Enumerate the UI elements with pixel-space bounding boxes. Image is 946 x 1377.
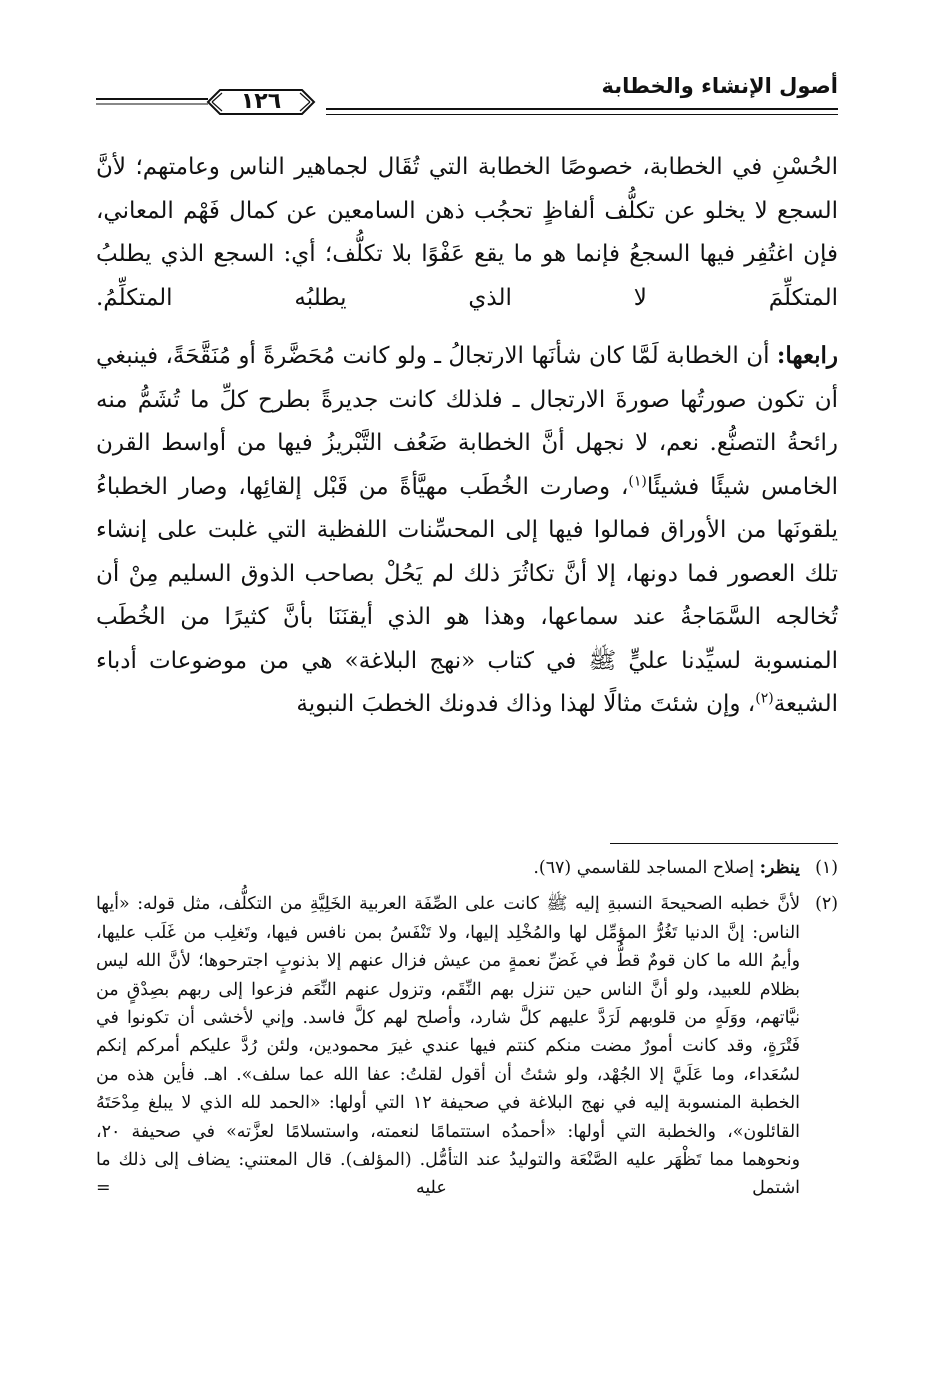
header-double-rule	[326, 108, 838, 115]
footnote-1-lead: ينظر:	[759, 858, 800, 878]
main-text	[96, 146, 838, 727]
footnote-1	[96, 854, 838, 882]
footnote-1-body: إصلاح المساجد للقاسمي (٦٧).	[533, 858, 760, 878]
page-number: ١٢٦	[240, 89, 282, 114]
footnote-separator	[610, 843, 838, 844]
page-header	[96, 72, 838, 126]
running-title: أصول الإنشاء والخطابة	[601, 74, 838, 98]
footnote-ref-2[interactable]: (٢)	[755, 690, 774, 707]
footnotes	[96, 854, 838, 1211]
paragraph-2	[96, 334, 838, 727]
footnote-2	[96, 890, 838, 1202]
paragraph-2-part-a: أن الخطابة لَمَّا كان شأنَها الارتجالُ ـ ولو كانت مُحَضَّرةً أو مُنَقَّحَةً، فينبغي أن تكون صورتُها صورةَ الارتجال ـ فلذلك كانت جديرةً بطرح كلِّ ما تُشَمُّ منه رائحةُ التصنُّع. نعم، لا نجهل أنَّ الخطابة ضَعُف التَّبْريزُ فيها من أواسط القرن الخامس شيئًا فشيئًا	[96, 343, 838, 500]
footnote-1-number: (١)	[815, 858, 838, 878]
page-number-ornament	[96, 86, 326, 118]
paragraph-2-part-b: ، وصارت الخُطَب مهيَّأةً من قَبْل إلقائِها، وصار الخطباءُ يلقونَها من الأوراق فمالوا فيها إلى المحسِّنات اللفظية التي غلبت على إنشاء تلك العصور فما دونها، إلا أنَّ تكاثُرَ ذلك لم يَحُلْ بصاحب الذوق السليم مِنْ أن تُخالجه السَّمَاجةُ عند سماعها، وهذا هو الذي أيقنَنَا بأنَّ كثيرًا من الخُطَب المنسوبة لسيِّدنا عليٍّ ﷺ في كتاب «نهج البلاغة» هي من موضوعات أدباء الشيعة	[96, 473, 838, 717]
footnote-ref-1[interactable]: (١)	[628, 472, 647, 489]
paragraph-1: الحُسْنِ في الخطابة، خصوصًا الخطابة التي تُقَال لجماهير الناس وعامتهم؛ لأنَّ السجع لا يخلو عن تكلُّف ألفاظٍ تحجُب ذهن السامعين عن كمال فَهْم المعاني، فإن اغتُفِر فيها السجعُ فإنما هو ما يقع عَفْوًا بلا تكلُّف؛ أي: السجع الذي يطلبُ المتكلِّمَ لا الذي يطلبُه المتكلِّمُ.	[96, 154, 838, 311]
footnote-1-text	[96, 854, 800, 882]
paragraph-2-part-c: ، وإن شئتَ مثالًا لهذا وذاك فدونك الخطبَ النبوية	[296, 691, 756, 717]
paragraph-2-lead: رابعها:	[776, 342, 838, 369]
footnote-2-number: (٢)	[815, 894, 838, 915]
footnote-2-text: لأنَّ خطبه الصحيحةَ النسبةِ إليه ﷺ كانت على الصِّفَة العربية الخَلِيَّةِ من التكلُّف، مثل قوله: «أيها الناس: إنَّ الدنيا تَغُرُّ المؤمِّل لها والمُخْلِد إليها، ولا تَنْفَسُ بمن نافس فيها، وتَغلِب من غَلَب عليها، وأيمُ الله ما كان قومٌ قطُّ في غَضِّ نعمةٍ من عيش فزال عنهم إلا بذنوبٍ اجترحوها؛ لأنَّ الله ليس بظلام للعبيد، ولو أنَّ الناس حين تنزل بهم النِّقَم، وتزول عنهم النِّعَم فزعوا إلى ربهم بصِدْقٍ من نيَّاتهم، ووَلَهٍ من قلوبهم لَرَدَّ عليهم كلَّ شارد، وأصلح لهم كلَّ فاسد. وإني لأخشى أن تكونوا في فَتْرَةٍ، وقد كانت أمورٌ مضت منكم كنتم فيها عندي غيرَ محمودين، ولئن رُدَّ عليكم أمركم إنكم لسُعَداء، وما عَلَيَّ إلا الجُهْد، ولو شئتُ أن أقول لقلتُ: عفا الله عما سلف». اهـ. فأين هذه من الخطبة المنسوبة إليه في نهج البلاغة في صحيفة ١٢ التي أولها: «الحمد لله الذي لا يبلغ مِدْحَتَهُ القائلون»، والخطبة التي أولها: «أحمدُه استتمامًا لنعمته، واستسلامًا لعزَّته» في صحيفة ٢٠، ونحوهما مما تَظْهَر عليه الصَّنْعَة والتوليدُ عند التأمُّل. (المؤلف). قال المعتني: يضاف إلى ذلك ما اشتمل عليه =	[96, 894, 800, 1199]
